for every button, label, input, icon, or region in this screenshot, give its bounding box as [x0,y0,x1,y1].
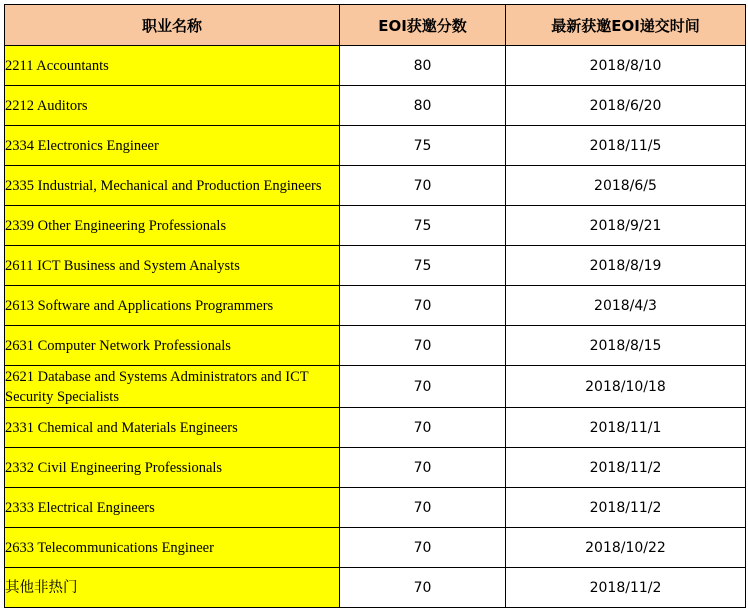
score-cell: 70 [340,408,506,448]
table-row [5,528,746,568]
score-cell: 80 [340,86,506,126]
occupation-cell: 2211 Accountants [5,46,340,86]
table-row [5,366,746,408]
occupation-cell: 2611 ICT Business and System Analysts [5,246,340,286]
table-row [5,568,746,608]
table-row [5,408,746,448]
occupation-cell: 2332 Civil Engineering Professionals [5,448,340,488]
occupation-cell: 2334 Electronics Engineer [5,126,340,166]
date-cell: 2018/11/5 [506,126,746,166]
score-cell: 70 [340,326,506,366]
date-cell: 2018/4/3 [506,286,746,326]
occupation-cell: 2333 Electrical Engineers [5,488,340,528]
score-cell: 70 [340,448,506,488]
table-header-row [5,5,746,46]
occupation-cell: 2633 Telecommunications Engineer [5,528,340,568]
score-cell: 75 [340,206,506,246]
date-cell: 2018/8/19 [506,246,746,286]
header-score: EOI获邀分数 [340,5,506,46]
occupation-cell: 2621 Database and Systems Administrators and ICT Security Specialists [5,366,340,408]
header-occupation: 职业名称 [5,5,340,46]
occupation-cell: 2631 Computer Network Professionals [5,326,340,366]
eoi-table [4,4,746,608]
date-cell: 2018/11/2 [506,448,746,488]
occupation-cell: 2335 Industrial, Mechanical and Production Engineers [5,166,340,206]
occupation-cell: 其他非热门 [5,568,340,608]
table-row [5,488,746,528]
score-cell: 75 [340,126,506,166]
date-cell: 2018/11/2 [506,568,746,608]
occupation-cell: 2331 Chemical and Materials Engineers [5,408,340,448]
date-cell: 2018/6/20 [506,86,746,126]
score-cell: 70 [340,568,506,608]
score-cell: 80 [340,46,506,86]
date-cell: 2018/9/21 [506,206,746,246]
table-row [5,166,746,206]
date-cell: 2018/11/1 [506,408,746,448]
score-cell: 70 [340,366,506,408]
table-row [5,326,746,366]
date-cell: 2018/11/2 [506,488,746,528]
date-cell: 2018/8/10 [506,46,746,86]
table-row [5,126,746,166]
table-row [5,206,746,246]
header-date: 最新获邀EOI递交时间 [506,5,746,46]
table-row [5,86,746,126]
table-row [5,46,746,86]
date-cell: 2018/8/15 [506,326,746,366]
score-cell: 70 [340,528,506,568]
date-cell: 2018/10/22 [506,528,746,568]
occupation-cell: 2613 Software and Applications Programmers [5,286,340,326]
date-cell: 2018/6/5 [506,166,746,206]
occupation-cell: 2339 Other Engineering Professionals [5,206,340,246]
score-cell: 70 [340,488,506,528]
score-cell: 75 [340,246,506,286]
table-row [5,246,746,286]
table-row [5,448,746,488]
occupation-cell: 2212 Auditors [5,86,340,126]
date-cell: 2018/10/18 [506,366,746,408]
score-cell: 70 [340,286,506,326]
score-cell: 70 [340,166,506,206]
table-row [5,286,746,326]
